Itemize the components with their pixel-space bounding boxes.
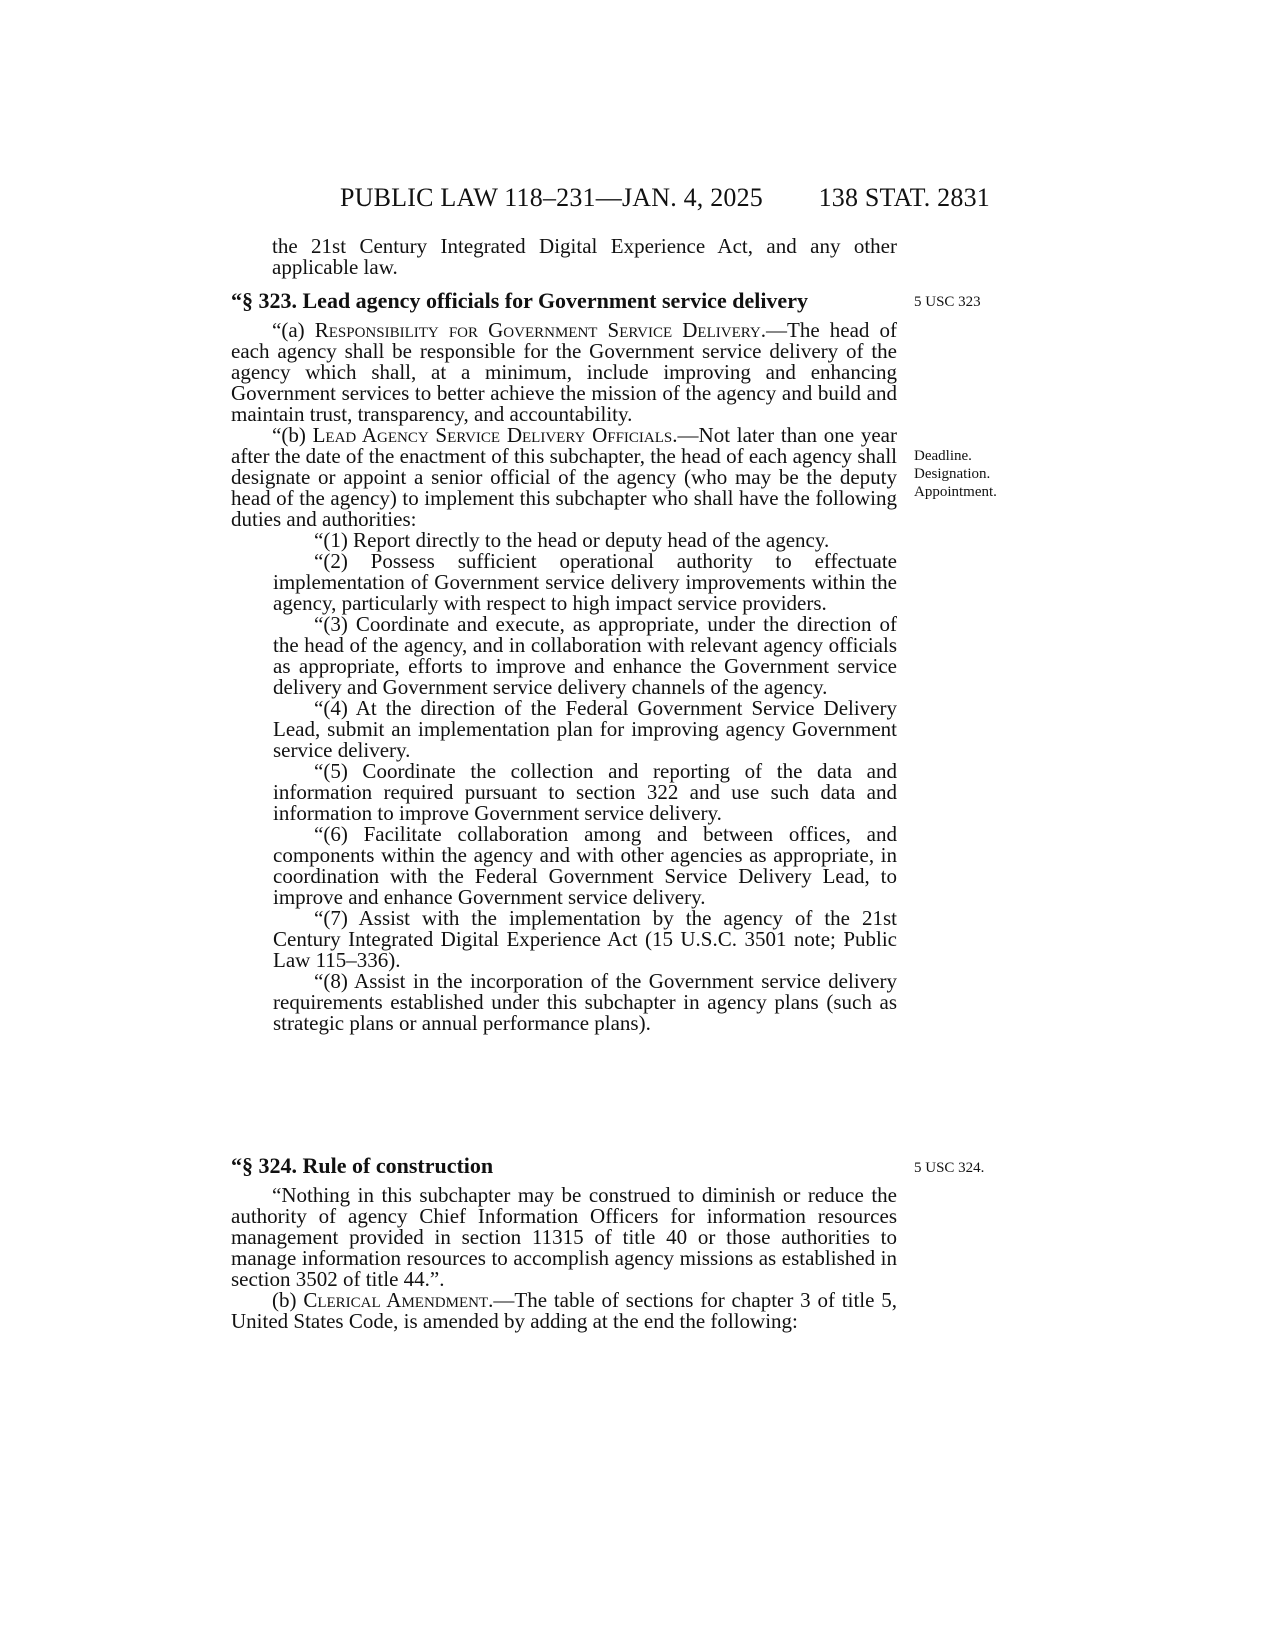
statute-page-number: 138 STAT. 2831 xyxy=(818,183,990,212)
designation-note: Designation. xyxy=(914,466,991,482)
rule-of-construction-paragraph: “Nothing in this subchapter may be construed to diminish or reduce the authority of agency Chief Information Officers for information resources management provided in section 11315 of title 40 or those authorities to manage information resources to accomplish agency missions as established in section 3502 of title 44.”. xyxy=(231,1183,897,1291)
section-323-margin-note: 5 USC 323 xyxy=(914,294,981,310)
section-324-block xyxy=(231,1154,897,1178)
deadline-note: Deadline. xyxy=(914,448,972,464)
section-324-heading: “§ 324. Rule of construction xyxy=(231,1153,494,1178)
duties-list xyxy=(231,530,897,1034)
clerical-text: —The table of sections for chapter 3 of title 5, United States Code, is amended by adding at the end the following: xyxy=(231,1288,898,1333)
duty-item-6: “(6) Facilitate collaboration among and between offices, and components within the agency and with other agencies as appropriate, in coordination with the Federal Government Service Delivery Lead, to improve and enhance Government service delivery. xyxy=(273,822,897,909)
subsection-a-text: —The head of each agency shall be responsible for the Government service delivery of the agency which shall, at a minimum, include improving and enhancing Government services to better achieve the mission of the agency and build and maintain trust, transparency, and accountability. xyxy=(231,318,897,426)
subsection-a-prefix: “(a) xyxy=(272,318,315,342)
continuation-block xyxy=(231,236,897,278)
duty-item-7: “(7) Assist with the implementation by the agency of the 21st Century Integrated Digital Experience Act (15 U.S.C. 3501 note; Public Law 115–336). xyxy=(273,906,897,972)
section-324-margin-note: 5 USC 324. xyxy=(914,1160,985,1176)
clerical-amendment-paragraph xyxy=(231,1290,897,1332)
clerical-title: Clerical Amendment. xyxy=(303,1288,494,1312)
subsection-a-title: Responsibility for Government Service Delivery. xyxy=(314,318,767,342)
subsection-b xyxy=(231,425,897,530)
section-323-block xyxy=(231,289,897,313)
subsection-a xyxy=(231,320,897,425)
duty-item-2: “(2) Possess sufficient operational authority to effectuate implementation of Government service delivery improvements within the agency, particularly with respect to high impact service providers. xyxy=(273,549,897,615)
section-324-body xyxy=(231,1185,897,1332)
duty-item-5: “(5) Coordinate the collection and reporting of the data and information required pursuant to section 322 and use such data and information to improve Government service delivery. xyxy=(273,759,897,825)
duty-item-4: “(4) At the direction of the Federal Government Service Delivery Lead, submit an implementation plan for improving agency Government service delivery. xyxy=(273,696,897,762)
section-323-heading: “§ 323. Lead agency officials for Government service delivery xyxy=(231,288,808,313)
subsection-b-prefix: “(b) xyxy=(272,423,313,447)
duty-item-8: “(8) Assist in the incorporation of the Government service delivery requirements established under this subchapter in agency plans (such as strategic plans or annual performance plans). xyxy=(273,969,897,1035)
public-law-citation: PUBLIC LAW 118–231—JAN. 4, 2025 xyxy=(340,183,764,212)
duty-item-3: “(3) Coordinate and execute, as appropriate, under the direction of the head of the agency, and in collaboration with relevant agency officials as appropriate, efforts to improve and enhance the Government service delivery and Government service delivery channels of the agency. xyxy=(273,612,897,699)
appointment-note: Appointment. xyxy=(914,484,997,500)
section-323-body xyxy=(231,320,897,1034)
subsection-b-title: Lead Agency Service Delivery Officials. xyxy=(312,423,678,447)
duty-item-1: “(1) Report directly to the head or deputy head of the agency. xyxy=(314,528,830,552)
clerical-prefix: (b) xyxy=(272,1288,304,1312)
page-header xyxy=(0,183,1275,223)
subsection-b-text: —Not later than one year after the date of the enactment of this subchapter, the head of each agency shall designate or appoint a senior official of the agency (who may be the deputy head of the agency) to implement this subchapter who shall have the following duties and authorities: xyxy=(231,423,897,531)
continuation-paragraph: the 21st Century Integrated Digital Experience Act, and any other applicable law. xyxy=(272,234,897,279)
subsection-b-margin-notes xyxy=(914,447,997,501)
